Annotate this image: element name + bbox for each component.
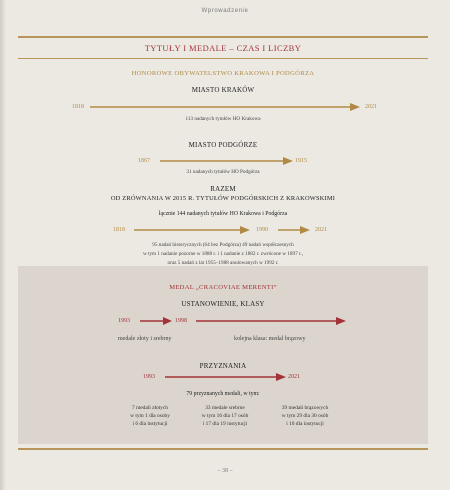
- krakow-start-year: 1818: [72, 104, 84, 110]
- krakow-title: MIASTO KRAKÓW: [191, 86, 255, 94]
- together-arrow-2: [278, 226, 310, 234]
- podgorze-arrow: [160, 157, 293, 165]
- together-mid-year: 1990: [256, 227, 268, 233]
- awards-bronze-line1: 39 medali brązowych: [281, 405, 329, 411]
- medal-year-1993: 1993: [118, 318, 130, 324]
- awards-gold-line1: 7 medali złotych: [132, 405, 168, 411]
- podgorze-title: MIASTO PODGÓRZE: [188, 141, 258, 149]
- podgorze-end-year: 1915: [295, 158, 307, 164]
- awards-title: PRZYZNANIA: [199, 362, 247, 370]
- together-subtitle: OD ZRÓWNANIA W 2015 R. TYTUŁÓW PODGÓRSKICH Z KRAKOWSKIMI: [110, 195, 336, 202]
- together-note-1: 95 nadań historycznych (64 bez Podgórza) 49 nadań współczesnych: [152, 242, 294, 248]
- medal-arrow-2: [196, 317, 346, 325]
- krakow-arrow: [90, 103, 360, 111]
- awards-arrow: [165, 373, 286, 381]
- together-start-year: 1818: [113, 227, 125, 233]
- running-header: Wprowadzenie: [201, 8, 249, 14]
- page-number: – 38 –: [217, 468, 233, 474]
- together-note-3: oraz 5 nadań z lat 1955–1988 anulowanych w 1992 r.: [167, 260, 279, 266]
- medal-classes-left-caption: medale złoty i srebrny: [118, 336, 172, 342]
- together-arrow-1: [134, 226, 250, 234]
- medal-year-1998: 1998: [175, 318, 187, 324]
- together-total: łącznie 144 nadanych tytułów HO Krakowa i Podgórza: [158, 211, 288, 217]
- awards-bronze-line2: w tym 29 dla 30 osób: [281, 413, 329, 419]
- awards-silver-line2: w tym 16 dla 17 osób: [201, 413, 249, 419]
- medal-classes-right-caption: kolejna klasa: medal brązowy: [234, 336, 306, 342]
- awards-end-year: 2021: [288, 374, 300, 380]
- together-end-year: 2021: [315, 227, 327, 233]
- awards-gold-line3: i 6 dla instytucji: [132, 421, 168, 427]
- awards-total: 79 przyznanych medali, w tym:: [186, 391, 260, 397]
- medal-heading: MEDAL „CRACOVIAE MERENTI”: [169, 284, 277, 291]
- awards-gold-line2: w tym 1 dla osoby: [130, 413, 170, 419]
- together-title: RAZEM: [210, 185, 236, 193]
- awards-bronze-line3: i 10 dla instytucji: [286, 421, 324, 427]
- together-note-2: w tym 1 nadanie pozorne w 1888 r. i 1 nadanie z 1882 r. zwrócone w 1897 r.,: [142, 251, 304, 257]
- podgorze-caption: 31 nadanych tytułów HO Podgórza: [186, 169, 260, 175]
- awards-silver-line1: 33 medale srebrne: [205, 405, 245, 411]
- krakow-end-year: 2021: [365, 104, 377, 110]
- krakow-caption: 113 nadanych tytułów HO Krakowa: [185, 116, 261, 122]
- awards-silver-line3: i 17 dla 19 instytucji: [202, 421, 248, 427]
- medal-arrow-1: [140, 317, 172, 325]
- medal-classes-title: USTANOWIENIE, KLASY: [181, 300, 265, 308]
- podgorze-start-year: 1867: [138, 158, 150, 164]
- page-title: TYTUŁY I MEDALE – CZAS I LICZBY: [144, 43, 302, 53]
- awards-start-year: 1993: [143, 374, 155, 380]
- honorary-heading: HONOROWE OBYWATELSTWO KRAKOWA I PODGÓRZA: [131, 70, 315, 77]
